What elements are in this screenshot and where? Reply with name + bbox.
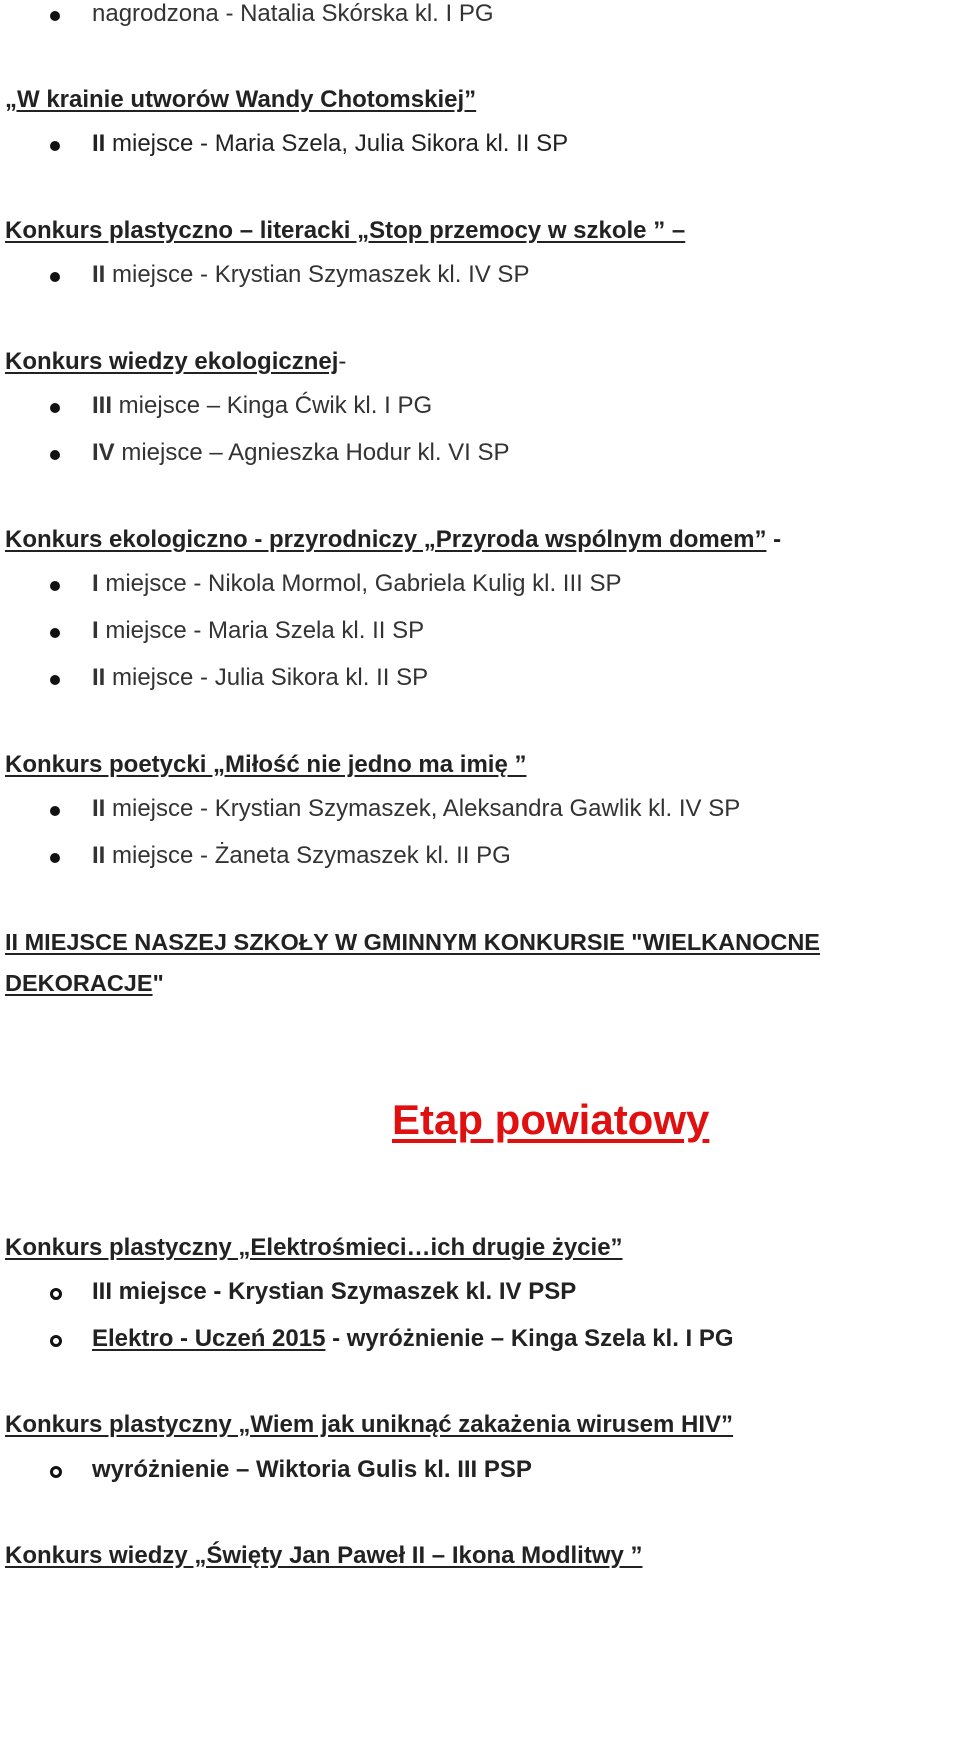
award-heading bbox=[5, 929, 960, 956]
item-text: miejsce - Maria Szela, Julia Sikora kl. II SP bbox=[105, 130, 569, 157]
list-item bbox=[92, 617, 960, 645]
contest-heading bbox=[5, 526, 960, 554]
contest-heading bbox=[5, 1411, 960, 1439]
heading-text: Konkurs wiedzy „Święty Jan Paweł II – Ikona Modlitwy ” bbox=[5, 1542, 643, 1569]
list-item bbox=[92, 130, 960, 158]
heading-tail: " bbox=[152, 970, 164, 996]
list-item bbox=[92, 439, 960, 467]
list-item bbox=[92, 261, 960, 289]
item-text: miejsce – Kinga Ćwik kl. I PG bbox=[112, 392, 433, 419]
award-heading-continued bbox=[5, 970, 960, 997]
item-text: miejsce - Żaneta Szymaszek kl. II PG bbox=[105, 842, 511, 869]
contest-link[interactable]: Elektro - Uczeń 2015 bbox=[92, 1325, 326, 1352]
contest-heading bbox=[5, 751, 960, 779]
item-text: miejsce - Krystian Szymaszek kl. IV SP bbox=[105, 261, 530, 288]
contest-heading bbox=[5, 86, 960, 114]
list-item bbox=[92, 664, 960, 692]
item-text: miejsce - Krystian Szymaszek, Aleksandra Gawlik kl. IV SP bbox=[105, 795, 741, 822]
item-text: - wyróżnienie – Kinga Szela kl. I PG bbox=[325, 1325, 734, 1352]
section-title bbox=[392, 1096, 709, 1144]
list-item bbox=[92, 842, 960, 870]
item-text: III miejsce - Krystian Szymaszek kl. IV PSP bbox=[92, 1278, 577, 1305]
list-item bbox=[92, 570, 960, 598]
list-item bbox=[92, 795, 960, 823]
heading-text: Konkurs ekologiczno - przyrodniczy „Przyroda wspólnym domem” bbox=[5, 526, 767, 553]
contest-heading bbox=[5, 1234, 960, 1262]
item-text: miejsce - Nikola Mormol, Gabriela Kulig kl. III SP bbox=[98, 570, 622, 597]
contest-heading bbox=[5, 348, 960, 376]
place-label: II bbox=[92, 130, 106, 157]
contest-heading bbox=[5, 217, 960, 245]
place-label: II bbox=[92, 261, 106, 288]
heading-tail: - bbox=[766, 526, 782, 553]
section-title-text: Etap powiatowy bbox=[392, 1096, 710, 1143]
list-item bbox=[92, 1278, 960, 1306]
heading-text: Konkurs plastyczny „Wiem jak uniknąć zakażenia wirusem HIV” bbox=[5, 1411, 734, 1438]
item-text: wyróżnienie – Wiktoria Gulis kl. III PSP bbox=[92, 1456, 532, 1483]
place-label: III bbox=[92, 392, 113, 419]
list-item bbox=[92, 1456, 960, 1484]
item-text: miejsce - Maria Szela kl. II SP bbox=[98, 617, 425, 644]
list-item bbox=[92, 392, 960, 420]
place-label: II bbox=[92, 664, 106, 691]
place-label: I bbox=[92, 617, 99, 644]
place-label: II bbox=[92, 842, 106, 869]
heading-text: Konkurs plastyczno – literacki „Stop przemocy w szkole ” – bbox=[5, 217, 686, 244]
heading-tail: - bbox=[338, 348, 347, 375]
place-label: IV bbox=[92, 439, 115, 466]
heading-text: Konkurs wiedzy ekologicznej bbox=[5, 348, 339, 375]
place-label: I bbox=[92, 570, 99, 597]
item-text: miejsce – Agnieszka Hodur kl. VI SP bbox=[114, 439, 510, 466]
place-label: II bbox=[92, 795, 106, 822]
list-item bbox=[92, 0, 960, 28]
item-text: miejsce - Julia Sikora kl. II SP bbox=[105, 664, 429, 691]
contest-heading bbox=[5, 1542, 960, 1570]
heading-text: „W krainie utworów Wandy Chotomskiej” bbox=[5, 86, 477, 113]
heading-text: Konkurs poetycki „Miłość nie jedno ma imię ” bbox=[5, 751, 527, 778]
item-text: nagrodzona - Natalia Skórska kl. I PG bbox=[92, 0, 494, 27]
list-item bbox=[92, 1325, 960, 1353]
heading-text: Konkurs plastyczny „Elektrośmieci…ich drugie życie” bbox=[5, 1234, 623, 1261]
heading-text: II MIEJSCE NASZEJ SZKOŁY W GMINNYM KONKURSIE "WIELKANOCNE bbox=[5, 929, 820, 955]
heading-text: DEKORACJE bbox=[5, 970, 153, 996]
